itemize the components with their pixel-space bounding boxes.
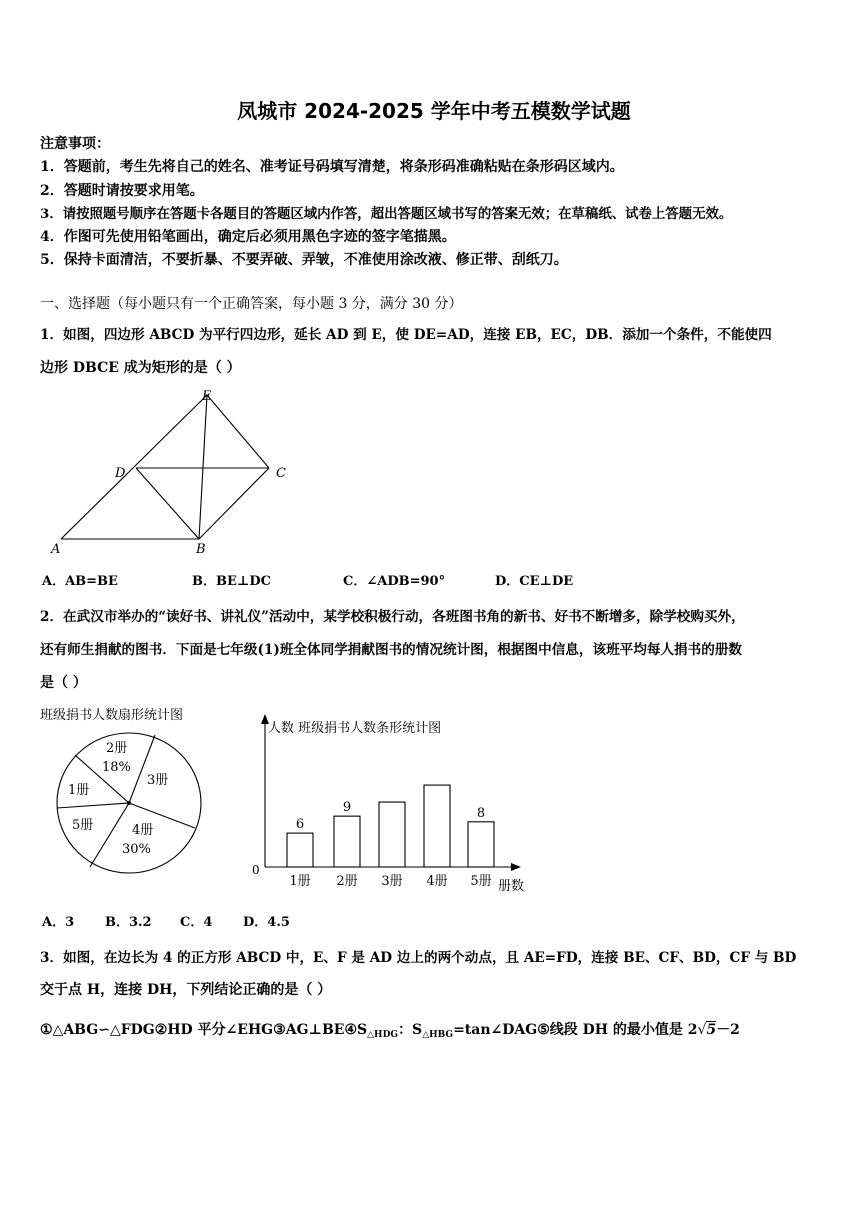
axis-origin-label: 0 bbox=[252, 863, 260, 877]
q2-option-d[interactable]: D．4.5 bbox=[243, 915, 290, 930]
bar-value-label: 6 bbox=[295, 817, 305, 833]
section-heading: 一、选择题（每小题只有一个正确答案，每小题 3 分，满分 30 分） bbox=[40, 296, 463, 312]
notice-item: 3．请按照题号顺序在答题卡各题目的答题区域内作答，超出答题区域书写的答案无效；在草稿纸、试卷上答题无效。 bbox=[40, 206, 733, 222]
point-label-b: B bbox=[196, 542, 206, 557]
point-label-a: A bbox=[51, 542, 61, 557]
pie-chart-title: 班级捐书人数扇形统计图 bbox=[40, 708, 184, 723]
q3-stem-line1: 3．如图，在边长为 4 的正方形 ABCD 中，E、F 是 AD 边上的两个动点，且 AE=FD，连接 BE、CF、BD，CF 与 BD bbox=[40, 950, 797, 966]
notice-item: 1．答题前，考生先将自己的姓名、准考证号码填写清楚，将条形码准确粘贴在条形码区域内。 bbox=[40, 159, 624, 175]
bar-value-label: 9 bbox=[342, 800, 352, 816]
bar-1 bbox=[287, 833, 313, 867]
q1-stem-line2: 边形 DBCE 成为矩形的是（ ） bbox=[40, 360, 241, 376]
bar-3 bbox=[379, 802, 405, 867]
x-tick-label: 5册 bbox=[470, 874, 492, 889]
notice-heading: 注意事项： bbox=[40, 136, 110, 152]
x-tick-label: 4册 bbox=[426, 874, 448, 889]
q2-stem-line1: 2．在武汉市举办的“读好书、讲礼仪”活动中，某学校积极行动，各班图书角的新书、好书不断增多，除学校购买外， bbox=[40, 609, 745, 625]
point-label-c: C bbox=[276, 466, 286, 481]
pie-chart bbox=[50, 728, 210, 878]
pie-label-5: 5册 bbox=[72, 818, 94, 833]
pie-label-4: 4册 bbox=[132, 823, 154, 838]
pie-label-4-percent: 30% bbox=[122, 842, 151, 857]
pie-divider bbox=[90, 803, 129, 867]
bar-4 bbox=[424, 785, 450, 867]
q3-conclusion-5: ⑤线段 DH 的最小值是 2√5－2 bbox=[537, 1022, 740, 1038]
q3-stem-line2: 交于点 H，连接 DH，下列结论正确的是（ ） bbox=[40, 982, 332, 998]
point-label-d: D bbox=[115, 466, 126, 481]
notice-item: 5．保持卡面清洁，不要折暴、不要弄破、弄皱，不准使用涂改液、修正带、刮纸刀。 bbox=[40, 252, 568, 268]
q1-stem-line1: 1．如图，四边形 ABCD 为平行四边形，延长 AD 到 E，使 DE=AD，连接 EB，EC，DB．添加一个条件，不能使四 bbox=[40, 327, 772, 343]
pie-divider bbox=[57, 803, 129, 808]
x-axis-label: 册数 bbox=[498, 879, 525, 894]
q1-parallelogram-figure bbox=[45, 385, 305, 560]
page-title: 凤城市 2024-2025 学年中考五模数学试题 bbox=[237, 99, 631, 123]
q3-conclusions bbox=[40, 1019, 740, 1040]
x-tick-label: 1册 bbox=[289, 874, 311, 889]
bar-2 bbox=[334, 816, 360, 867]
q2-stem-line3: 是（ ） bbox=[40, 675, 87, 691]
x-axis-arrow bbox=[511, 863, 521, 871]
bar-value-label: 8 bbox=[476, 805, 486, 821]
pie-label-1: 1册 bbox=[68, 783, 90, 798]
bar-5 bbox=[468, 822, 494, 867]
q1-option-b[interactable]: B．BE⊥DC bbox=[192, 574, 271, 589]
q2-option-c[interactable]: C．4 bbox=[180, 915, 213, 930]
bar-chart bbox=[240, 712, 540, 902]
notice-item: 4．作图可先使用铅笔画出，确定后必须用黑色字迹的签字笔描黑。 bbox=[40, 229, 456, 245]
bar-chart-title: 人数 班级捐书人数条形统计图 bbox=[268, 721, 442, 736]
x-tick-label: 3册 bbox=[381, 874, 403, 889]
pie-label-2: 2册 bbox=[106, 741, 128, 756]
q1-option-d[interactable]: D．CE⊥DE bbox=[495, 574, 574, 589]
q3-conclusion-2: ②HD 平分∠EHG bbox=[154, 1022, 274, 1038]
pie-label-2-percent: 18% bbox=[102, 760, 131, 775]
q3-conclusion-4: $④S_{\triangle HDG}$：$S_{\triangle HBG}=\tan\angle DAG$ bbox=[344, 1022, 538, 1040]
x-tick-label: 2册 bbox=[336, 874, 358, 889]
pie-divider bbox=[129, 735, 155, 803]
q1-option-a[interactable]: A．AB=BE bbox=[42, 574, 118, 589]
q1-option-c[interactable]: C．∠ADB=90° bbox=[343, 574, 446, 589]
q2-option-a[interactable]: A．3 bbox=[42, 915, 75, 930]
sqrt-radicand: 5 bbox=[706, 1022, 717, 1038]
q3-conclusion-3: ③AG⊥BE bbox=[273, 1022, 345, 1038]
notice-item: 2．答题时请按要求用笔。 bbox=[40, 183, 204, 199]
pie-label-3: 3册 bbox=[147, 773, 169, 788]
q2-option-b[interactable]: B．3.2 bbox=[105, 915, 152, 930]
point-label-e: E bbox=[202, 389, 212, 404]
sqrt-symbol: √ bbox=[697, 1022, 707, 1038]
q2-stem-line2: 还有师生捐献的图书．下面是七年级(1)班全体同学捐献图书的情况统计图，根据图中信息，该班平均每人捐书的册数 bbox=[40, 642, 743, 658]
q3-conclusion-1: ①△ABG∽△FDG bbox=[40, 1022, 155, 1038]
